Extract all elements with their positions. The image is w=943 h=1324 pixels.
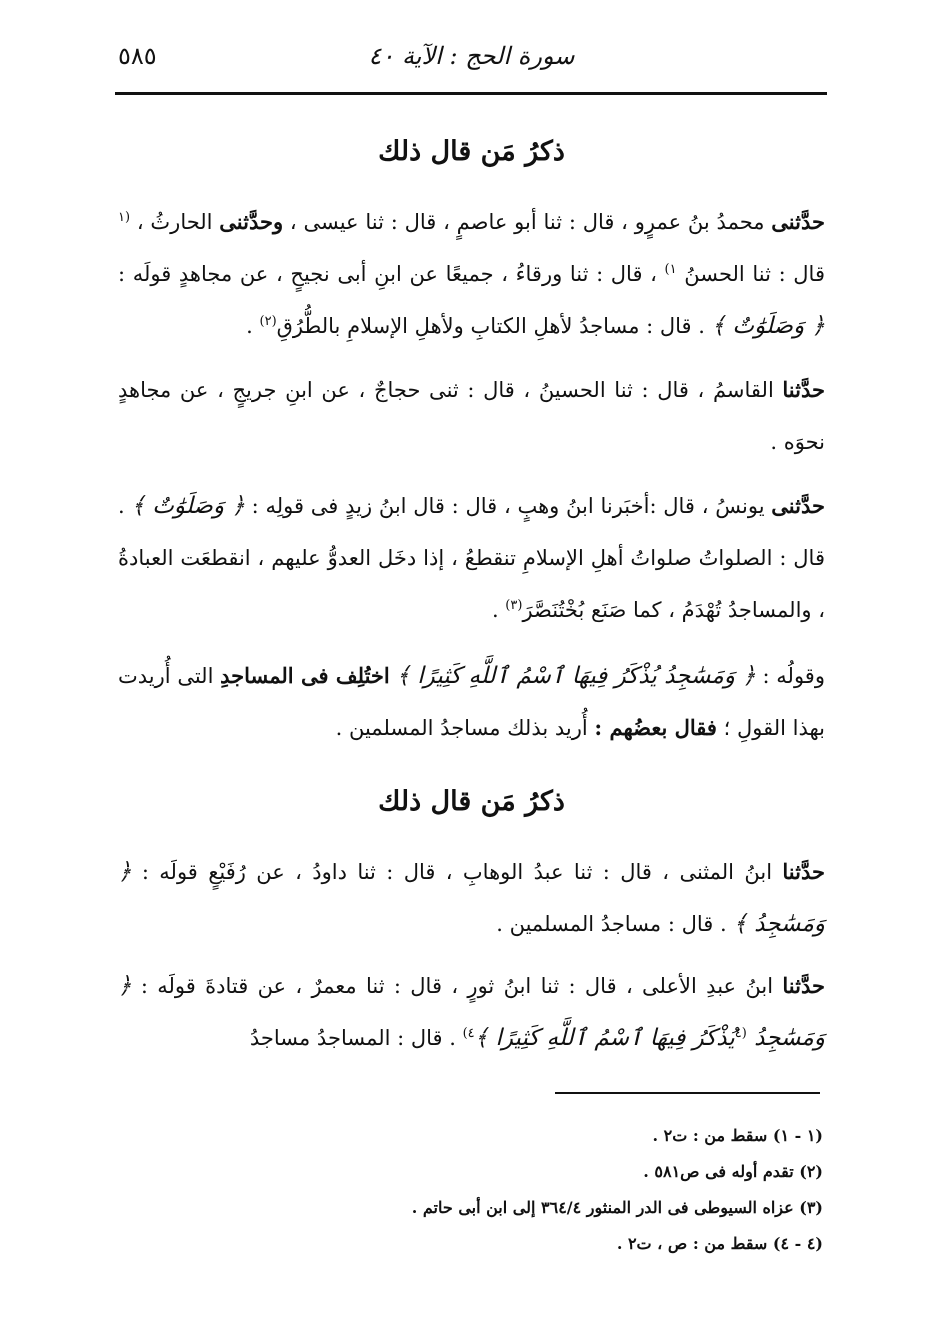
- narration-keyword: حدَّثنى: [771, 493, 825, 518]
- paragraph: [118, 960, 825, 1064]
- paragraph-text: أُريد بذلك مساجدُ المسلمين .: [335, 716, 595, 740]
- paragraph-text: الحارثُ ،: [130, 210, 220, 234]
- footnote-reference: (١: [118, 210, 131, 225]
- narration-keyword: حدَّثنا: [782, 377, 825, 402]
- section-heading: ذكرُ مَن قال ذلك: [378, 136, 565, 167]
- paragraph: [118, 480, 825, 636]
- paragraph: [118, 650, 825, 754]
- footnote-reference: (٣): [505, 598, 523, 613]
- bold-phrase: فقال بعضُهم :: [594, 715, 717, 740]
- paragraph-text: ابنُ عبدِ الأعلى ، قال : ثنا ابنُ ثورٍ ، قال : ثنا معمرٌ ، عن قتادةَ قولَه :: [131, 974, 783, 998]
- paragraph-text: التى أُريدت بهذا القولِ ؛: [118, 664, 825, 740]
- paragraph-text: القاسمُ ، قال : ثنا الحسينُ ، قال : ثنى حجاجٌ ، عن ابنِ جريجٍ ، عن مجاهدٍ نحوَه .: [118, 378, 825, 454]
- paragraph-text: . قال : مساجدُ المسلمين .: [496, 912, 734, 936]
- footnote: (١ - ١) سقط من : ت٢ .: [652, 1126, 823, 1145]
- quran-verse: ﴿ وَمَسَٰجِدُ يُذْكَرُ فِيهَا ٱسْمُ ٱللَّهِ كَثِيرًا ﴾: [396, 663, 756, 689]
- bold-phrase: اختُلِف فى المساجدِ: [220, 663, 390, 688]
- paragraph: [118, 846, 825, 950]
- paragraph-text: . قال : الصلواتُ صلواتُ أهلِ الإسلامِ تنقطعُ ، إذا دخَل العدوُّ عليهم ، انقطعَت العبادةُ ، والمساجدُ تُهْدَمُ ، كما صَنَع بُخْتُنَصَّرَ: [118, 494, 825, 622]
- quran-verse: ﴿ وَصَلَوَٰتٌ ﴾: [711, 313, 825, 339]
- narration-keyword: حدَّثنا: [782, 859, 825, 884]
- footnote-separator: [555, 1092, 820, 1094]
- footnote-reference: (٢): [259, 314, 277, 329]
- paragraph-text: محمدُ بنُ عمرٍو ، قال : ثنا أبو عاصمٍ ، قال : ثنا عيسى ،: [283, 210, 772, 234]
- section-heading: ذكرُ مَن قال ذلك: [378, 786, 565, 817]
- paragraph-text: ، قال : ثنا ورقاءُ ، جميعًا عن ابنِ أبى نجيحٍ ، عن مجاهدٍ قولَه :: [118, 262, 665, 286]
- narration-keyword: حدَّثنى: [771, 209, 825, 234]
- header-rule: [115, 92, 827, 95]
- quran-verse: ﴿ وَمَسَٰجِدُ ﴾: [118, 859, 825, 937]
- paragraph-text: .: [246, 314, 260, 338]
- narration-keyword: حدَّثنا: [782, 973, 825, 998]
- quran-verse: يُذْكَرُ فِيهَا ٱسْمُ ٱللَّهِ كَثِيرًا ﴾: [474, 1025, 735, 1051]
- paragraph: [118, 196, 825, 352]
- paragraph-text: قال : ثنا الحسنُ: [676, 262, 825, 286]
- narration-keyword: وحدَّثنى: [219, 209, 284, 234]
- quran-verse: ﴿ وَصَلَوَٰتٌ ﴾: [131, 493, 245, 519]
- footnote-reference: ٤): [462, 1026, 475, 1041]
- footnote-reference: (٤: [734, 1026, 747, 1041]
- quran-verse: ﴿ وَمَسَٰجِدُ: [118, 973, 825, 1051]
- paragraph-text: . قال : المساجدُ مساجدُ: [249, 1026, 463, 1050]
- paragraph-text: وقولُه :: [755, 664, 825, 688]
- running-header: [118, 38, 825, 88]
- footnote: (٢) تقدم أوله فى ص٥٨١ .: [643, 1162, 823, 1181]
- footnote: (٣) عزاه السيوطى فى الدر المنثور ٣٦٤/٤ إلى ابن أبى حاتم .: [411, 1198, 823, 1217]
- paragraph-text: يونسُ ، قال :أخبَرنا ابنُ وهبٍ ، قال : قال ابنُ زيدٍ فى قولِه :: [244, 494, 772, 518]
- paragraph-text: . قال : مساجدُ لأهلِ الكتابِ ولأهلِ الإسلامِ بالطُّرُقِ: [276, 314, 712, 338]
- paragraph-text: .: [491, 598, 506, 622]
- footnote-reference: ١): [664, 262, 677, 277]
- header-title: سورة الحج : الآية ٤٠: [368, 42, 575, 70]
- page-number: ٥٨٥: [118, 42, 157, 70]
- paragraph-text: ابنُ المثنى ، قال : ثنا عبدُ الوهابِ ، قال : ثنا داودُ ، عن رُفَيْعٍ قولَه :: [131, 860, 783, 884]
- footnote: (٤ - ٤) سقط من : ص ، ت٢ .: [616, 1234, 823, 1253]
- paragraph: [118, 364, 825, 468]
